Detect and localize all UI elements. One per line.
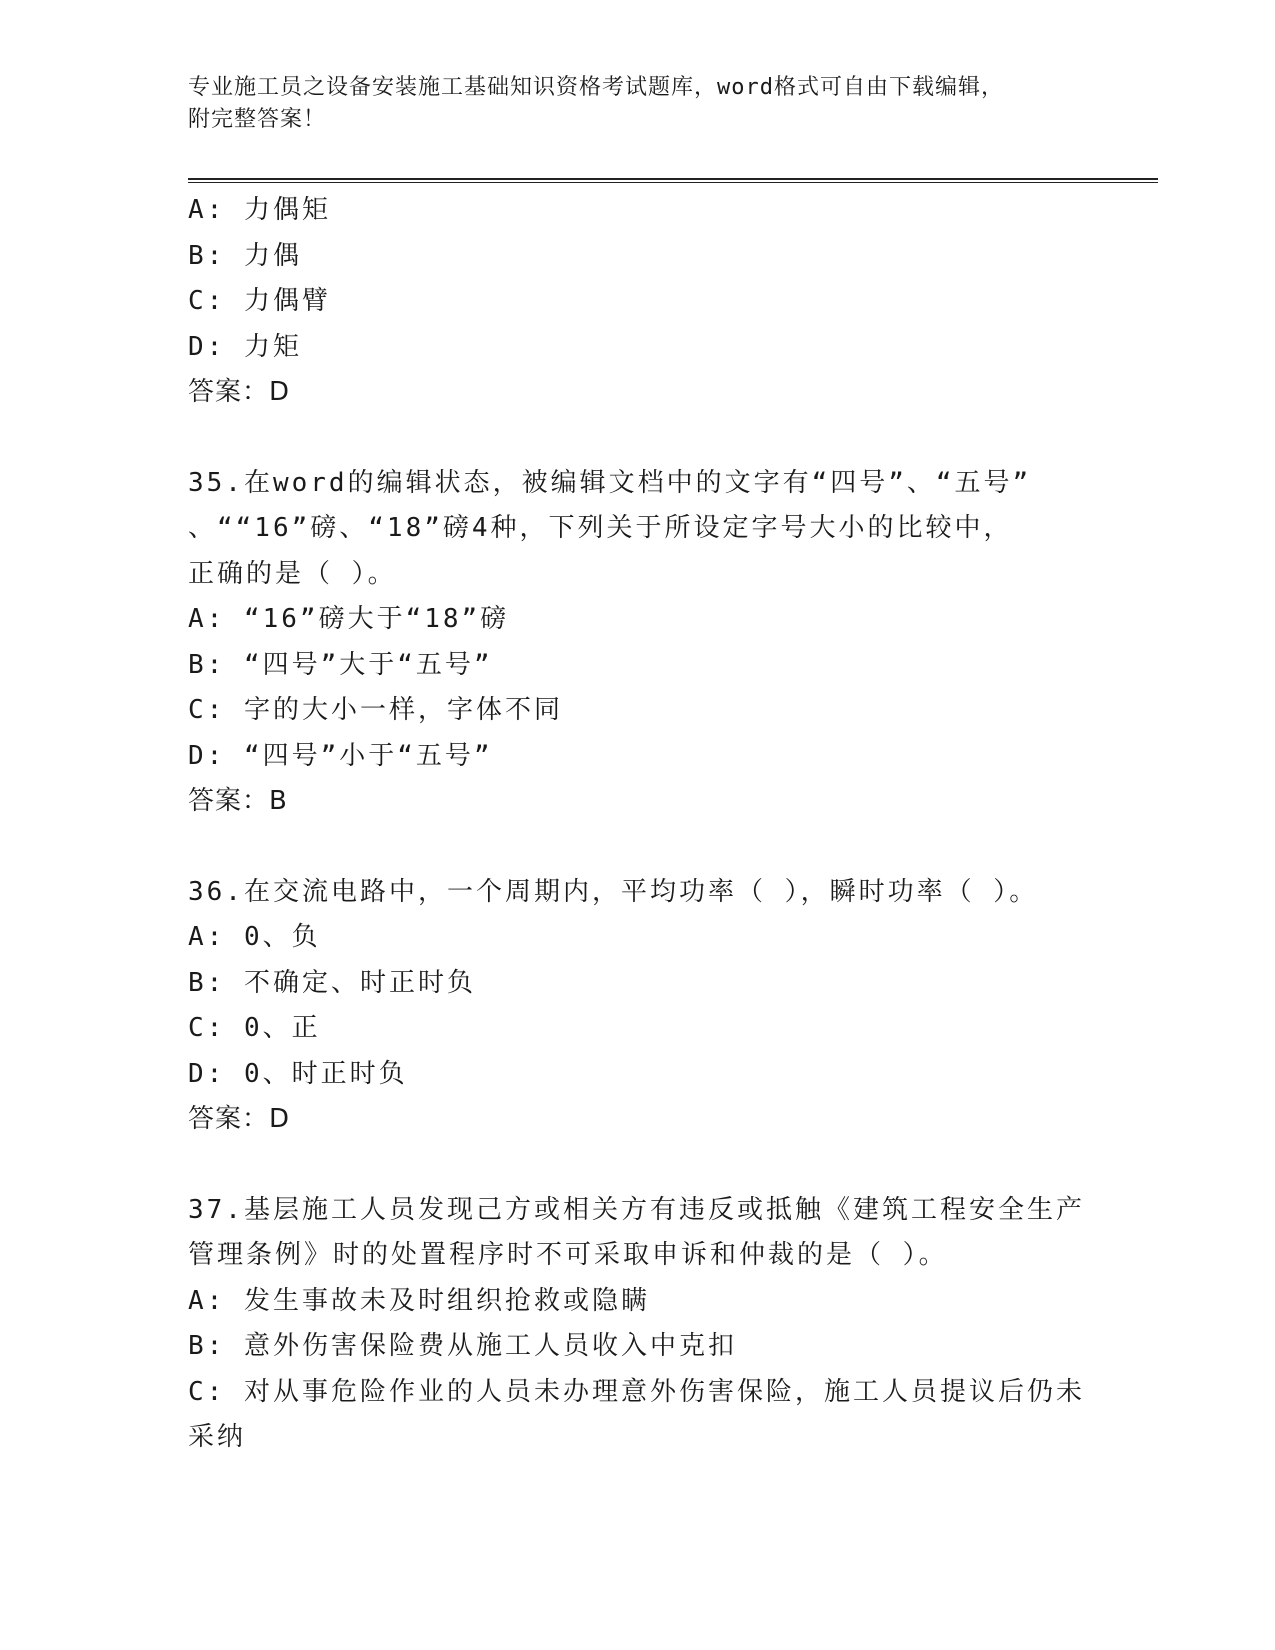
spacer [188, 416, 1088, 461]
option-a: A: 发生事故未及时组织抢救或隐瞒 [188, 1285, 650, 1316]
document-header [188, 72, 1068, 136]
option-c: C: 对从事危险作业的人员未办理意外伤害保险，施工人员提议后仍未 [188, 1376, 1085, 1407]
question-36 [188, 870, 1088, 1143]
option-b: B: “四号”大于“五号” [188, 649, 493, 680]
option-d: D: 力矩 [188, 331, 302, 362]
option-d: D: “四号”小于“五号” [188, 740, 493, 771]
header-divider [188, 178, 1158, 183]
question-text-line: 管理条例》时的处置程序时不可采取申诉和仲裁的是（ ）。 [188, 1240, 948, 1270]
question-text-line: 正确的是（ ）。 [188, 558, 397, 589]
option-c: C: 字的大小一样，字体不同 [188, 695, 563, 725]
option-b: B: 不确定、时正时负 [188, 967, 476, 998]
answer: 答案：D [188, 377, 291, 407]
option-d: D: 0、时正时负 [188, 1058, 408, 1089]
option-a: A: “16”磅大于“18”磅 [188, 604, 510, 634]
option-a: A: 力偶矩 [188, 195, 331, 225]
question-text-line: 36.在交流电路中，一个周期内，平均功率（ ），瞬时功率（ ）。 [188, 876, 1039, 907]
question-34 [188, 188, 1088, 416]
question-text-line: 37.基层施工人员发现己方或相关方有违反或抵触《建筑工程安全生产 [188, 1194, 1085, 1225]
option-b: B: 意外伤害保险费从施工人员收入中克扣 [188, 1331, 737, 1361]
question-37 [188, 1188, 1088, 1461]
answer: 答案：B [188, 786, 288, 816]
question-text-line: 35.在word的编辑状态，被编辑文档中的文字有“四号”、“五号” [188, 467, 1032, 498]
question-text-line: 、““16”磅、“18”磅4种，下列关于所设定字号大小的比较中， [188, 513, 1013, 543]
option-c: C: 力偶臂 [188, 286, 331, 316]
question-35 [188, 461, 1088, 825]
header-line-1: 专业施工员之设备安装施工基础知识资格考试题库，word格式可自由下载编辑， [188, 75, 1004, 100]
option-c: C: 0、正 [188, 1013, 321, 1043]
question-list [188, 188, 1088, 1461]
option-a: A: 0、负 [188, 922, 321, 952]
spacer [188, 825, 1088, 870]
option-c-continued: 采纳 [188, 1422, 247, 1452]
spacer [188, 1143, 1088, 1188]
answer: 答案：D [188, 1104, 291, 1134]
header-line-2: 附完整答案！ [188, 107, 327, 132]
option-b: B: 力偶 [188, 240, 302, 271]
